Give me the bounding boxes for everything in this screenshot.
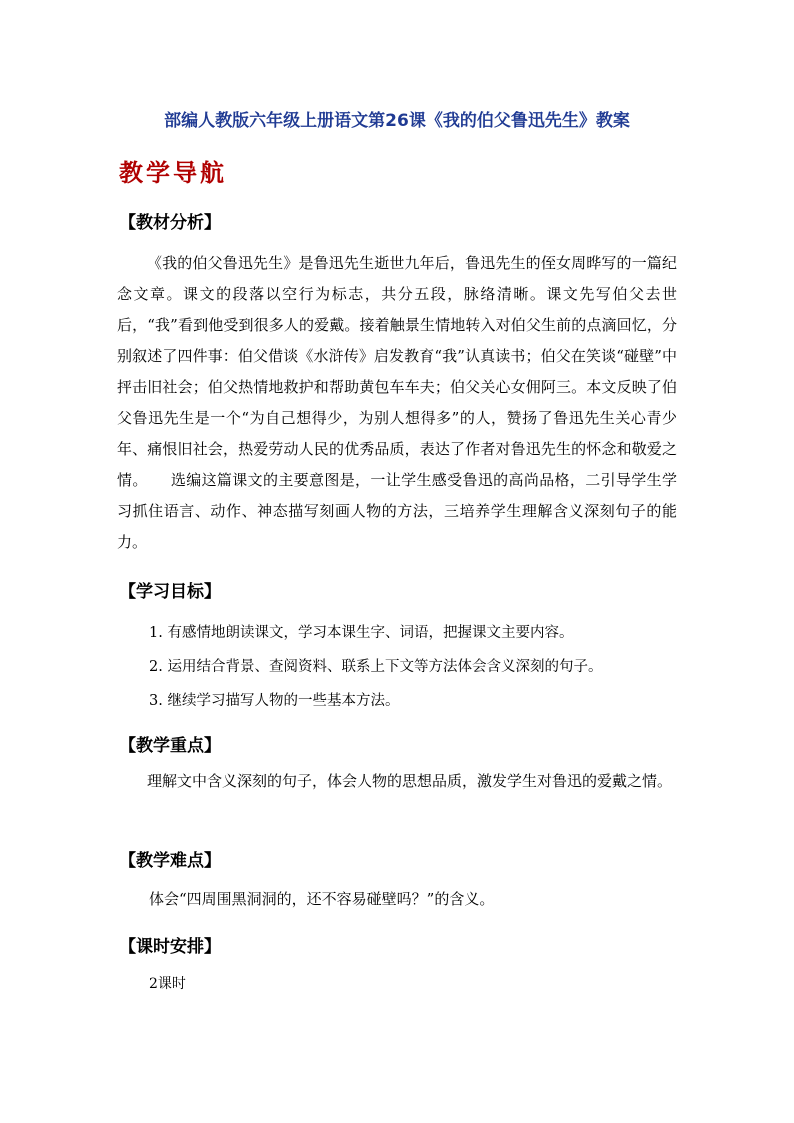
key-points-body: 理解文中含义深刻的句子，体会人物的思想品质，激发学生对鲁迅的爱戴之情。 [147, 772, 673, 790]
key-points-heading: 【教学重点】 [119, 736, 221, 756]
learning-goals-heading: 【学习目标】 [119, 582, 221, 602]
learning-goal-item: 2. 运用结合背景、查阅资料、联系上下文等方法体会含义深刻的句子。 [149, 659, 603, 675]
learning-goal-item: 1. 有感情地朗读课文，学习本课生字、词语，把握课文主要内容。 [149, 625, 574, 641]
schedule-heading: 【课时安排】 [119, 937, 221, 957]
difficulties-heading: 【教学难点】 [119, 851, 221, 871]
schedule-body: 2课时 [149, 976, 186, 992]
difficulties-body: 体会“四周围黑洞洞的，还不容易碰壁吗？”的含义。 [149, 890, 495, 908]
material-analysis-heading: 【教材分析】 [119, 213, 221, 233]
learning-goal-item: 3. 继续学习描写人物的一些基本方法。 [149, 693, 400, 709]
material-analysis-body: 《我的伯父鲁迅先生》是鲁迅先生逝世九年后，鲁迅先生的侄女周晔写的一篇纪念文章。课文的段落以空行为标志，共分五段，脉络清晰。课文先写伯父去世后，“我”看到他受到很多人的爱戴。接着触景生情地转入对伯父生前的点滴回忆，分别叙述了四件事：伯父借谈《水浒传》启发教育“我”认真读书；伯父在笑谈“碰壁”中抨击旧社会；伯父热情地救护和帮助黄包车车夫；伯父关心女佣阿三。本文反映了伯父鲁迅先生是一个“为自己想得少，为别人想得多”的人，赞扬了鲁迅先生关心青少年、痛恨旧社会，热爱劳动人民的优秀品质，表达了作者对鲁迅先生的怀念和敬爱之情。 选编这篇课文的主要意图是，一让学生感受鲁迅的高尚品格，二引导学生学习抓住语言、动作、神态描写刻画人物的方法，三培养学生理解含义深刻句子的能力。 [117, 254, 677, 551]
teaching-navigation-heading: 教学导航 [119, 158, 227, 187]
document-title: 部编人教版六年级上册语文第26课《我的伯父鲁迅先生》教案 [164, 111, 630, 131]
